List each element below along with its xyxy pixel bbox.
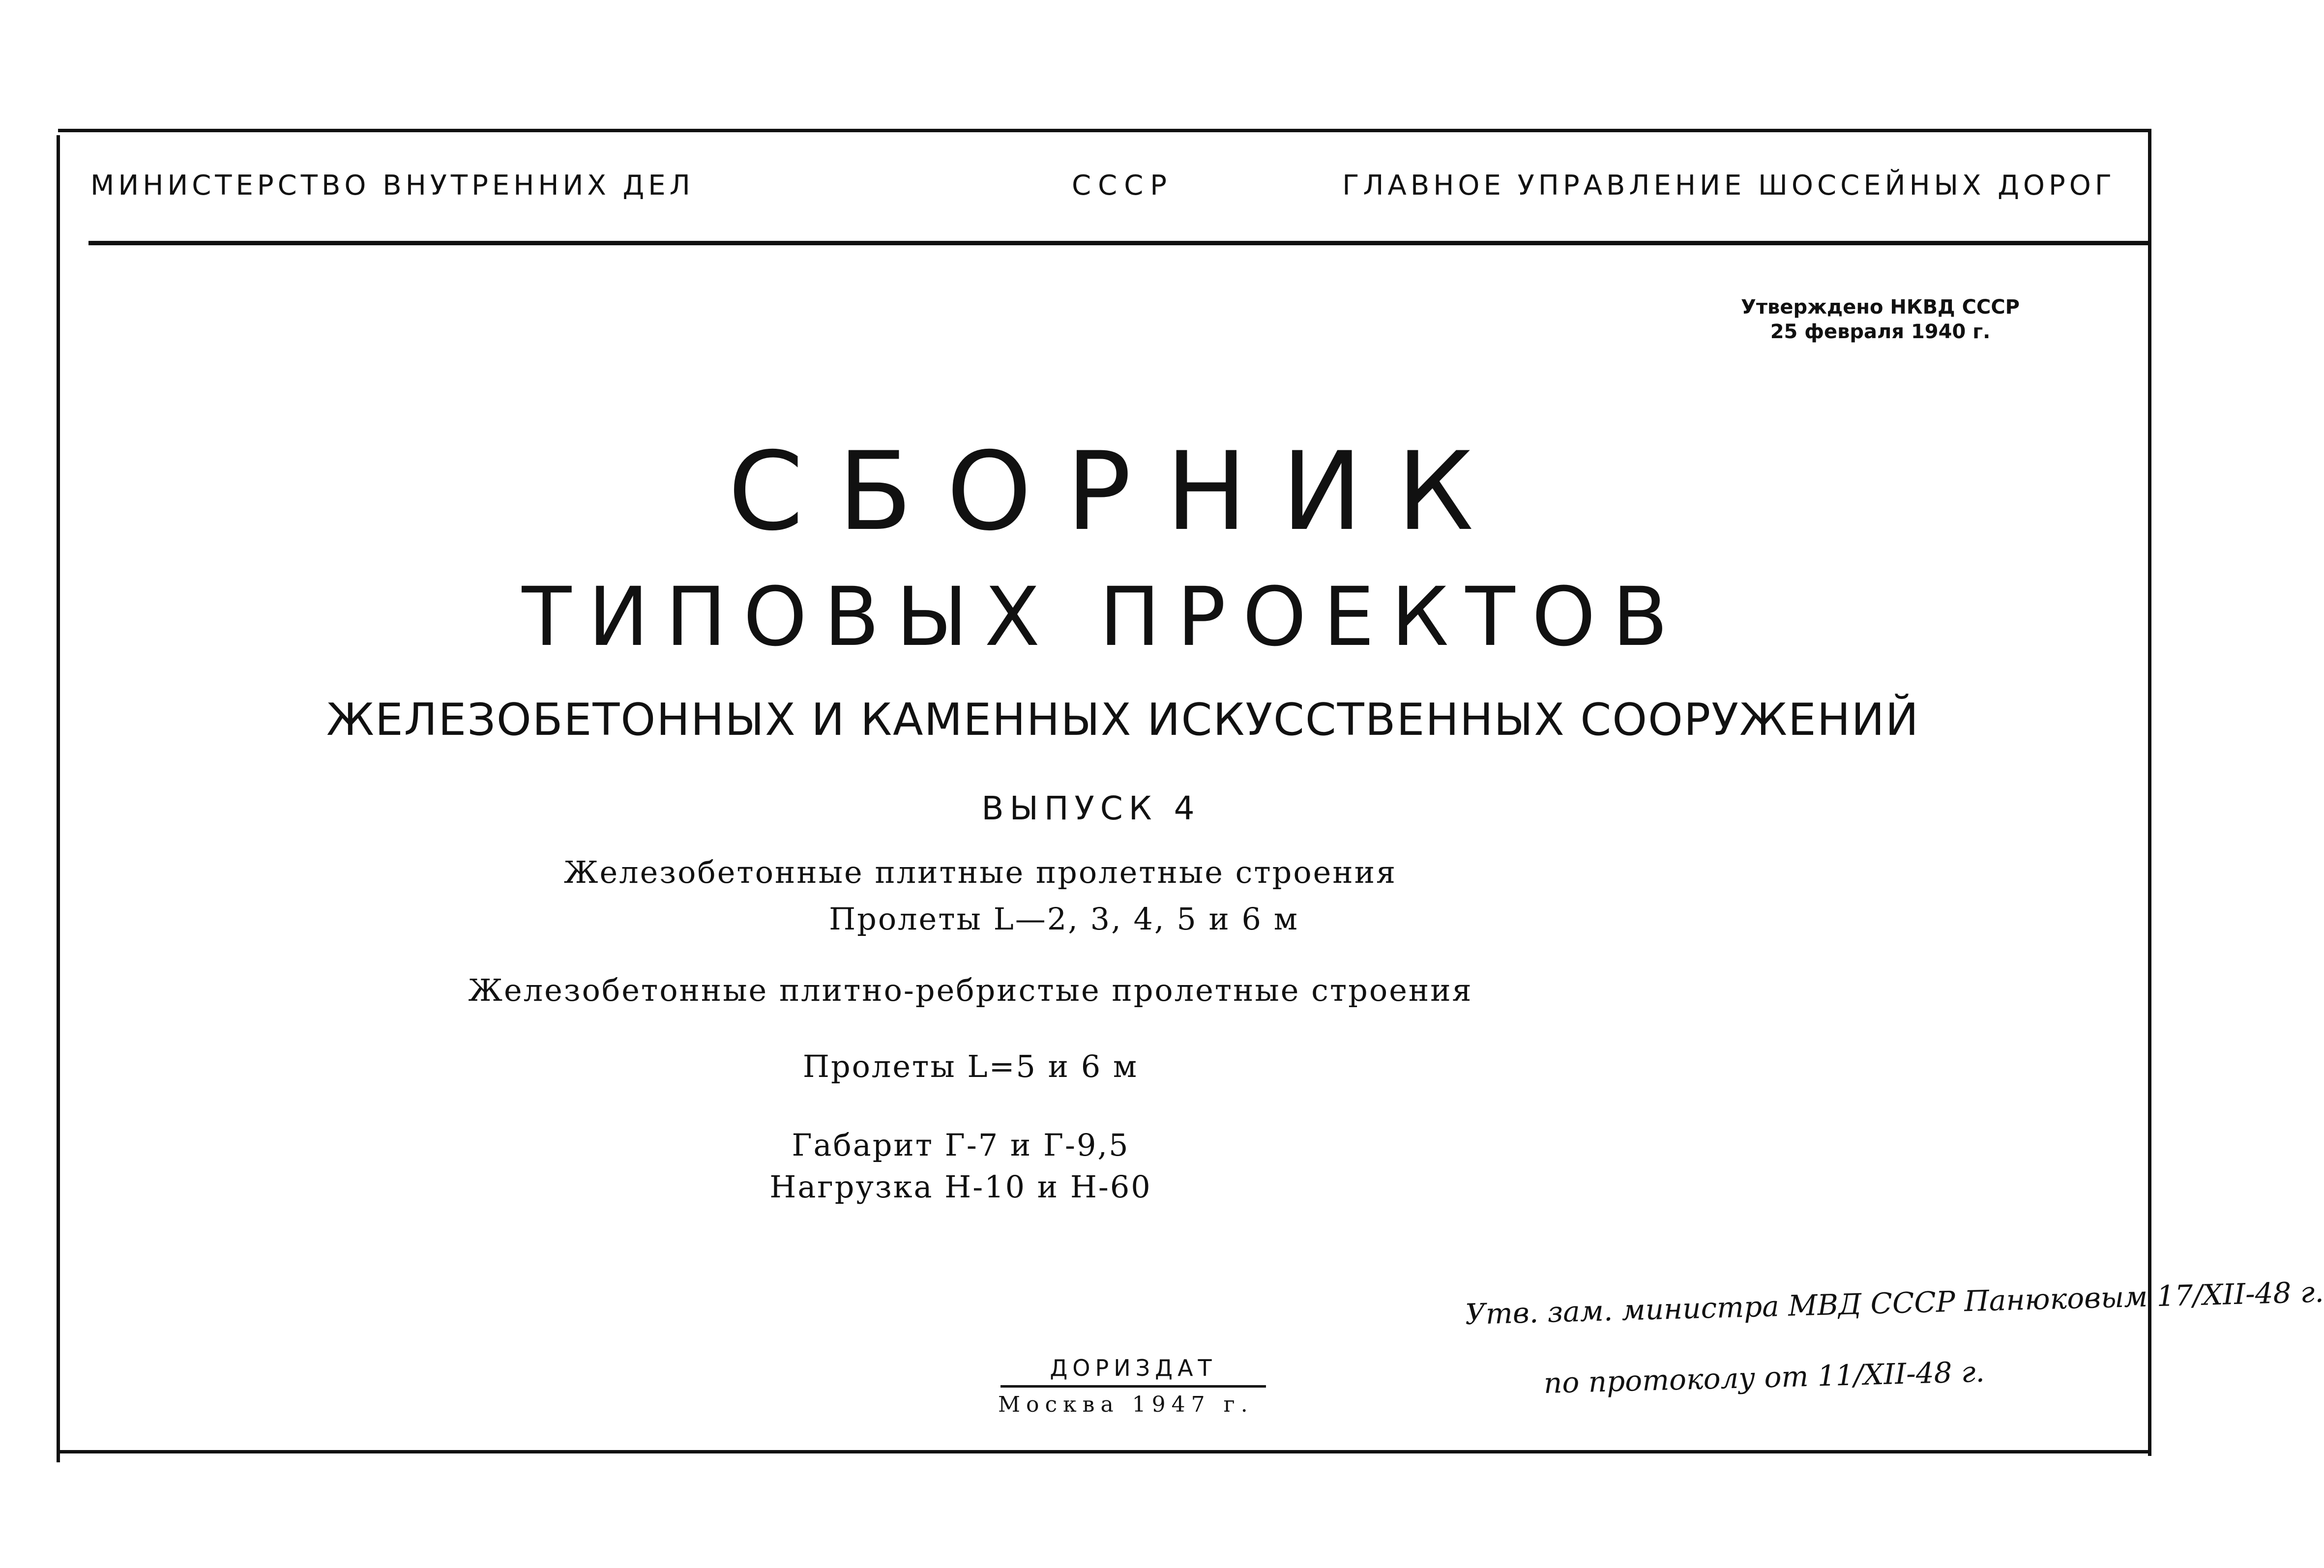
detail-line-1: Железобетонные плитные пролетные строения: [563, 854, 1397, 890]
title-secondary: ТИПОВЫХ ПРОЕКТОВ: [522, 570, 1685, 664]
frame-bottom-border: [58, 1450, 2151, 1453]
detail-line-4: Пролеты L=5 и 6 м: [802, 1048, 1139, 1084]
header-ministry: МИНИСТЕРСТВО ВНУТРЕННИХ ДЕЛ: [90, 170, 694, 202]
detail-line-5: Габарит Г-7 и Г-9,5: [792, 1127, 1130, 1163]
approval-line-2: 25 февраля 1940 г.: [1770, 320, 1991, 343]
issue-number: ВЫПУСК 4: [981, 789, 1201, 827]
detail-line-2: Пролеты L—2, 3, 4, 5 и 6 м: [829, 901, 1299, 937]
handwritten-note-line-1: Утв. зам. министра МВД СССР Панюковым 17/XII-48 г.: [1465, 1275, 2324, 1331]
frame-top-border: [58, 129, 2151, 132]
publisher-name: ДОРИЗДАТ: [1050, 1355, 1217, 1381]
title-subtitle: ЖЕЛЕЗОБЕТОННЫХ И КАМЕННЫХ ИСКУССТВЕННЫХ СООРУЖЕНИЙ: [326, 694, 1920, 746]
approval-stamp: [1741, 295, 2020, 344]
detail-line-6: Нагрузка Н-10 и Н-60: [769, 1169, 1152, 1205]
publisher-divider: [1000, 1385, 1266, 1388]
handwritten-note-line-2: по протоколу от 11/XII-48 г.: [1543, 1355, 1985, 1400]
header-directorate: ГЛАВНОЕ УПРАВЛЕНИЕ ШОССЕЙНЫХ ДОРОГ: [1342, 170, 2116, 202]
header-country: СССР: [1072, 170, 1174, 202]
publisher-place-year: Москва 1947 г.: [998, 1392, 1254, 1417]
detail-line-3: Железобетонные плитно-ребристые пролетные строения: [468, 972, 1473, 1008]
approval-line-1: Утверждено НКВД СССР: [1741, 296, 2020, 319]
title-main: СБОРНИК: [728, 429, 1508, 554]
header-divider: [88, 241, 2148, 245]
